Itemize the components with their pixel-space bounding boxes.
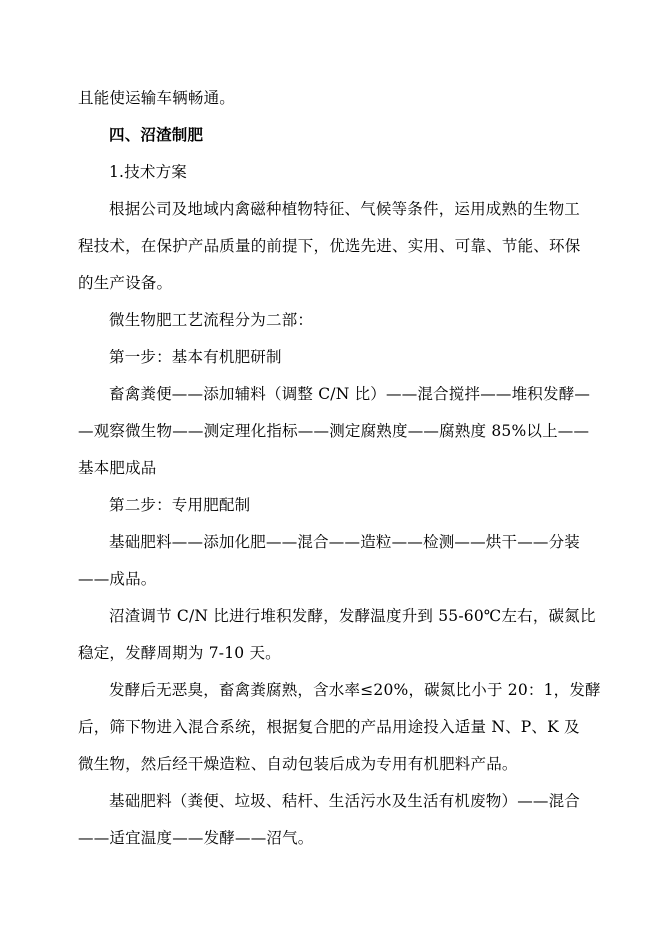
section-heading: 四、沼渣制肥 [109, 125, 204, 144]
text-line: 基础肥料——添加化肥——混合——造粒——检测——烘干——分装 [109, 533, 581, 551]
text-line: 微生物，然后经干燥造粒、自动包装后成为专用有机肥料产品。 [78, 755, 518, 773]
text-line: 基本肥成品 [78, 459, 157, 477]
text-line: ——成品。 [78, 570, 157, 588]
step-heading: 第二步：专用肥配制 [109, 496, 251, 514]
text-line: 程技术，在保护产品质量的前提下，优选先进、实用、可靠、节能、环保 [78, 237, 581, 255]
step-heading: 第一步：基本有机肥研制 [109, 348, 282, 366]
text-line: 根据公司及地域内禽磁种植物特征、气候等条件，运用成熟的生物工 [109, 200, 581, 218]
text-line: 基础肥料（粪便、垃圾、秸杆、生活污水及生活有机废物）——混合 [109, 792, 581, 810]
subsection-heading: 1.技术方案 [109, 163, 187, 181]
text-line: ——适宜温度——发酵——沼气。 [78, 829, 314, 847]
text-line: 且能使运输车辆畅通。 [78, 89, 236, 107]
text-line: 沼渣调节 C/N 比进行堆积发酵，发酵温度升到 55-60℃左右，碳氮比 [109, 607, 596, 625]
text-line: 畜禽粪便——添加辅料（调整 C/N 比）——混合搅拌——堆积发酵— [109, 385, 591, 403]
text-line: 稳定，发酵周期为 7-10 天。 [78, 644, 281, 662]
text-line: —观察微生物——测定理化指标——测定腐熟度——腐熟度 85%以上—— [78, 422, 590, 440]
text-line: 发酵后无恶臭，畜禽粪腐熟，含水率≤20%，碳氮比小于 20：1，发酵 [109, 681, 601, 699]
text-line: 微生物肥工艺流程分为二部： [109, 311, 314, 329]
text-line: 后，筛下物进入混合系统，根据复合肥的产品用途投入适量 N、P、K 及 [78, 718, 580, 736]
text-line: 的生产设备。 [78, 274, 173, 292]
